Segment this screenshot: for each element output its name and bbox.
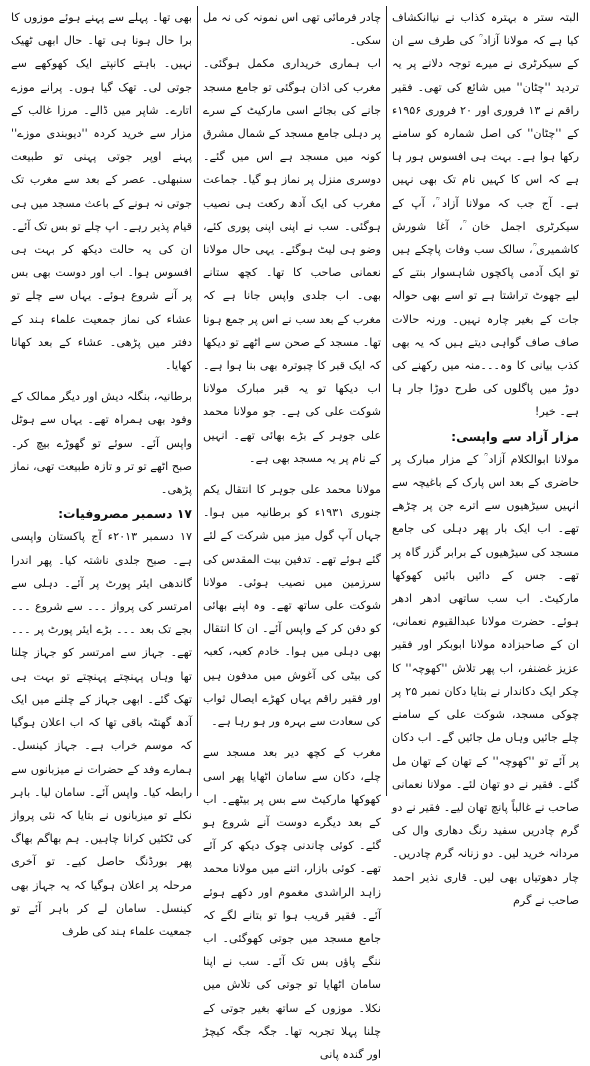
column-left-paragraph-2: برطانیہ، بنگلہ دیش اور دیگر ممالک کے وفود بھی ہمراہ تھے۔ یہاں سے ہوٹل واپس آئے۔ سوئے تو گھوڑے بیچ کر۔ صبح اٹھے تو تر و تازہ طبیعت تھی، نماز پڑھی۔ [11,390,192,497]
paragraph-spacer [203,733,381,741]
paragraph-spacer [203,470,381,478]
column-right-paragraph-2: مولانا ابوالکلام آزاد ؒ کے مزار مبارک پر حاضری کے بعد اس پارک کے باغیچہ سے انہیں سیڑھیوں سے اترے جن پر چڑھے تھے۔ اب ایک بار پھر دہلی کی جامع مسجد کی سیڑھیوں کے برابر گزر گاہ پر تھے۔ جس کے دائیں بائیں کھوکھا مارکیٹ۔ اب سب ساتھی ادھر ادھر ہوئے۔ حضرت مولانا عبدالقیوم نعمانی، ان کے صاحبزادہ مولانا ابوبکر اور فقیر عزیز غضنفر، اب پھر تلاش ''کھوچہ'' کا چکر ایک دکاندار نے بتایا دکان نمبر ۲۵ پر چوکی مسجد، شوکت علی کے سامنے چلے جائیں وہاں مل جائیں گے۔ اب دکان پر آئے تو ''کھوچہ'' کے تھان کے تھان مل گئے۔ فقیر نے دو تھان لئے۔ مولانا نعمانی صاحب نے غالباً پانچ تھان لیے۔ فقیر نے دو گرم چادریں سفید رنگ دھاری وال کی مردانہ خرید لیں۔ دو زنانہ گرم چادریں۔ چار دھوتیاں بھی لیں۔ قاری نذیر احمد صاحب نے گرم [392,452,579,907]
column-left-paragraph-1: بھی تھا۔ پہلے سے پہنے ہوئے موزوں کا برا حال ہونا ہی تھا۔ حال ابھی ٹھیک نہیں۔ باہتے کانپتے ایک کھوکھے سے جوتی لی۔ تھک گیا ہوں۔ پرانے موزے اتارے۔ شاپر میں ڈالے۔ مرزا غالب کے مزار سے خرید کردہ ''دیوبندی موزے'' پہنے اوپر جوتی پہنی تو طبیعت سنبھلی۔ عصر کے بعد سے مغرب تک جوتی نہ ہونے کے باعث مسجد میں ہی قیام پذیر رہے۔ اپ چلے تو بس تک آئے۔ ان کی یہ حالت دیکھ کر بہت ہی افسوس ہوا۔ اب اور دوست بھی بس پر آنے شروع ہوئے۔ یہاں سے چلے تو عشاء کی نماز جمعیت علماء ہند کے دفتر میں پڑھی۔ عشاء کے بعد کھانا کھایا۔ [11,11,192,373]
paragraph-spacer [11,377,192,385]
column-left-paragraph-3: ۱۷ دسمبر ۲۰۱۳ء آج پاکستان واپسی ہے۔ صبح جلدی ناشتہ کیا۔ پھر اندرا گاندھی ایئر پورٹ پر آئے۔ دہلی سے امرتسر کی پرواز ۔۔۔ سے شروع ۔۔۔ بجے تک بعد ۔۔۔ بڑے ایئر پورٹ پر ۔۔۔ تھے۔ جہاز سے امرتسر کو جہاز چلنا تھا وہاں پہنچتے پہنچتے تو بہت ہی تھک گئے۔ ابھی جہاز کے چلنے میں ایک آدھ گھنٹہ باقی تھا کہ اب اعلان ہوگیا کہ موسم خراب ہے۔ جہاز کینسل۔ ہمارے وفد کے حضرات نے میزبانوں سے رابطہ کیا۔ واپس آئے۔ سامان لیا۔ باہر نکلے تو میزبانوں نے بتایا کہ نئی پرواز کی ٹکٹیں کرانا چاہیں۔ ہم بھاگم بھاگ پھر بورڈنگ حاصل کیے۔ تو آخری مرحلہ پر اعلان ہوگیا کہ یہ جہاز بھی کینسل۔ سامان لے کر باہر آئے تو جمعیت علماء ہند کی طرف [11,530,192,938]
section-heading-mazar-azad-return: مزار آزاد سے واپسی: [451,428,579,444]
column-middle [197,6,387,1061]
column-middle-paragraph-3: مولانا محمد علی جوہر کا انتقال یکم جنوری ۱۹۳۱ء کو برطانیہ میں ہوا۔ جہاں آپ گول میز میں شرکت کے لئے گئے ہوئے تھے۔ تدفین بیت المقدس کی سرزمین میں نصیب ہوئی۔ مولانا شوکت علی ساتھ تھے۔ وہ اپنے بھائی کو دفن کر کے واپس آئے۔ ان کا انتقال بھی دہلی میں ہوا۔ خادم کعبہ، کعبہ کی بیٹی کی آغوش میں مدفون ہیں اور فقیر راقم یہاں کھڑے ایصال ثواب کی سعادت سے بہرہ ور ہو رہا ہے۔ [203,483,381,729]
section-heading-17-december: ۱۷ دسمبر مصروفیات: [58,506,192,522]
column-middle-paragraph-1: چادر فرمائی تھی اس نمونہ کی نہ مل سکی۔ [203,11,381,48]
column-middle-paragraph-2: اب ہماری خریداری مکمل ہوگئی۔ مغرب کی اذان ہوگئی تو جامع مسجد جانے کی بجائے اسی مارکیٹ کے سرے پر دہلی جامع مسجد کے شمال مشرق کونہ میں مسجد ہے اس میں گئے۔ دوسری منزل پر نماز ہو گیا۔ جماعت مغرب کی ایک آدھ رکعت ہی نصیب ہوگئی۔ سب نے اپنی اپنی پوری کئے، وضو ہی لیٹ ہوگئے۔ یہی حال مولانا نعمانی صاحب کا تھا۔ کچھ ستانے بھی۔ اب جلدی واپس جانا ہے کہ مغرب کے بعد سب نے اس پر جمع ہونا تھا۔ مسجد کے صحن سے اٹھے تو دیکھا کہ ایک قبر کا چبوترہ بھی بنا ہوا ہے۔ اب دیکھا تو یہ قبر مبارک مولانا شوکت علی کی ہے۔ جو مولانا محمد علی جوہر کے بڑے بھائی تھے۔ انہیں کے نام پر یہ مسجد بھی ہے۔ [203,57,381,465]
column-left [6,6,197,938]
column-right-paragraph-1: البتہ ستر ہ بہترہ کذاب نے نیاانکشاف کیا ہے کہ مولانا آزاد ؒ کی طرف سے ان کے سیکرٹری نے میرے توجہ دلانے پر یہ تردید ''چٹان'' میں شائع کی تھی۔ فقیر راقم نے ۱۳ فروری اور ۲۰ فروری ۱۹۵۶ء کے ''چٹان'' کی اصل شمارہ کو سامنے رکھا ہوا ہے۔ بہت ہی افسوس ہور ہا ہے کہ اس کا کہیں نام تک بھی نہیں ہے۔ آج جب کہ مولانا آزاد ؒ، آپ کے سیکرٹری اجمل خان ؒ، آغا شورش کاشمیری ؒ، سالک سب وفات پاچکے ہیں تو ایک آدمی پاکچوں شاہسوار بنتے کے لیے جھوٹ تراشتا ہے تو اسے بھی حوالہ جات کے بغیر چارہ نہیں۔ ورنہ حالات صاف صاف گواہی دیتے ہیں کہ یہ بھی کذب بیانی کا وہ۔۔۔منہ میں رکھنے کی دوڑ میں پاگلوں کی طرح دوڑا جار ہا ہے۔ خیر! [392,11,579,419]
column-right [387,6,584,907]
column-middle-paragraph-4: مغرب کے کچھ دیر بعد مسجد سے چلے، دکان سے سامان اٹھایا پھر اسی کھوکھا مارکیٹ سے بس پر بیٹھے۔ اب کے بعد دیگرے دوست آنے شروع ہو گئے۔ کوئی چاندنی چوک دیکھ کر آئے تھے۔ کوئی بازار، اتنے میں مولانا محمد زاہد الراشدی مغموم اور دکھے ہوئے آئے۔ فقیر قریب ہوا تو بتانے لگے کہ جامع مسجد میں جوتی کھوگئی۔ اب ننگے پاؤں بس تک آئے۔ سب نے اپنا سامان اٹھایا تو جوتی کی تلاش میں نکلا۔ موزوں کے ساتھ بغیر جوتی کے چلنا پہلا تجربہ تھا۔ جگہ جگہ کیچڑ اور گندہ پانی [203,746,381,1061]
